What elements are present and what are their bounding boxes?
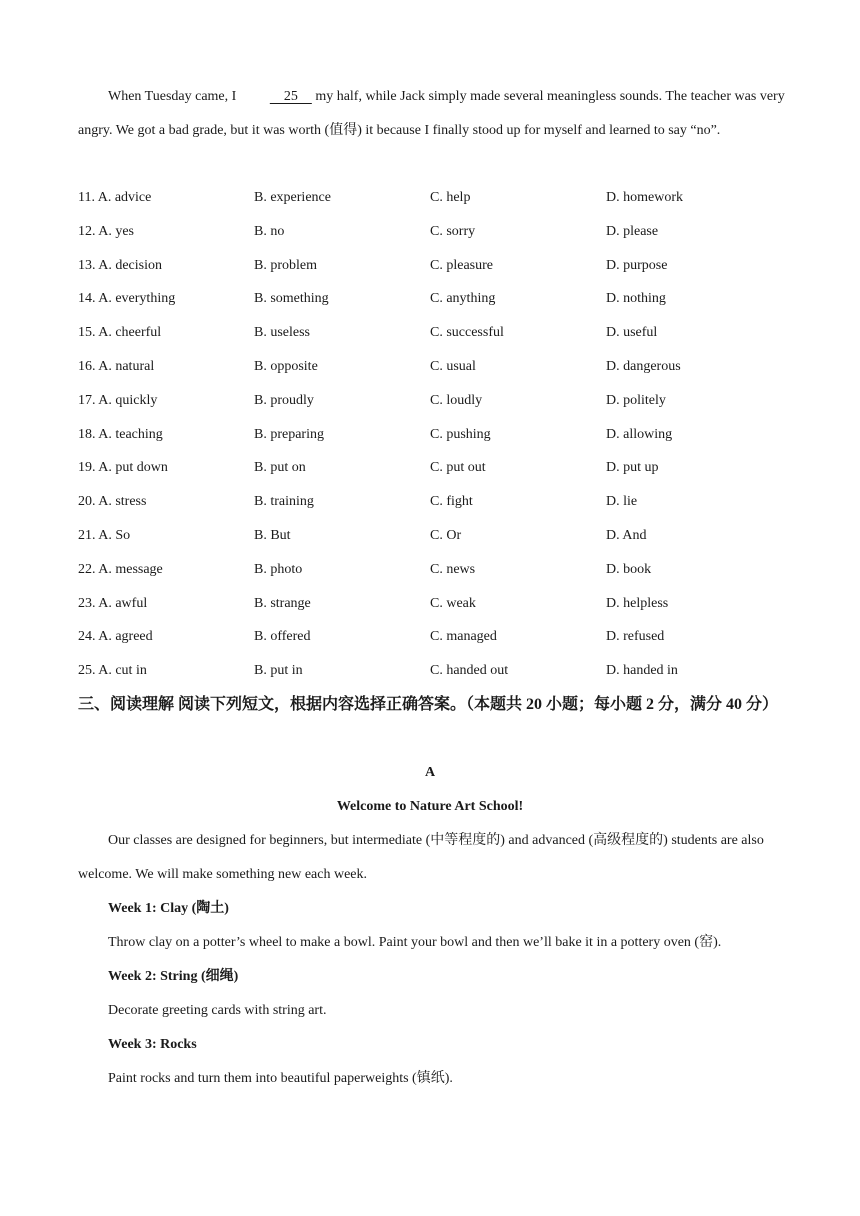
question-row xyxy=(78,519,790,553)
option-c: C. usual xyxy=(430,359,476,374)
question-row xyxy=(78,181,790,215)
option-d: D. please xyxy=(606,223,659,239)
week-1-title: Week 1: Clay (陶土) xyxy=(108,901,229,916)
option-d: D. book xyxy=(606,561,652,577)
option-c: C. fight xyxy=(430,494,473,510)
week-2-title: Week 2: String (细绳) xyxy=(108,969,239,984)
passage-letter: A xyxy=(424,765,436,780)
option-c: C. anything xyxy=(430,291,496,307)
option-c: C. news xyxy=(430,561,476,577)
option-b: B. put in xyxy=(254,663,303,679)
question-row xyxy=(78,249,790,283)
option-d: D. useful xyxy=(606,325,658,341)
cloze-passage-ending xyxy=(78,80,790,148)
option-b: B. photo xyxy=(254,561,303,577)
question-row xyxy=(78,316,790,350)
option-d: D. helpless xyxy=(606,595,669,611)
option-a: 23. A. awful xyxy=(78,595,148,611)
passage-title: Welcome to Nature Art School! xyxy=(336,799,524,814)
option-d: D. dangerous xyxy=(606,359,681,374)
option-c: C. help xyxy=(430,190,471,205)
option-a: 19. A. put down xyxy=(78,460,168,476)
week-3-text: Paint rocks and turn them into beautiful paperweights (镇纸). xyxy=(108,1071,453,1086)
option-c: C. loudly xyxy=(430,392,483,408)
option-c: C. sorry xyxy=(430,223,476,239)
option-c: C. managed xyxy=(430,629,497,645)
option-a: 14. A. everything xyxy=(78,291,176,307)
intro-after: my half, while Jack simply made several meaningless sounds. The teacher was very angry. We got a bad grade, but it was worth (值得) it because I finally stood up for myself and learned to say “no”. xyxy=(78,89,785,138)
option-d: D. politely xyxy=(606,392,666,408)
section-heading: 三、阅读理解 阅读下列短文，根据内容选择正确答案。（本题共 20 小题；每小题 2 分，满分 40 分） xyxy=(78,696,779,713)
option-a: 16. A. natural xyxy=(78,359,155,374)
option-d: D. put up xyxy=(606,460,659,476)
option-d: D. nothing xyxy=(606,291,666,307)
question-row xyxy=(78,384,790,418)
passage-intro: Our classes are designed for beginners, but intermediate (中等程度的) and advanced (高级程度的) students are also welcome. We will make something new each week. xyxy=(78,833,764,882)
option-c: C. Or xyxy=(430,528,462,543)
blank-25: 25 xyxy=(269,89,312,104)
option-a: 24. A. agreed xyxy=(78,629,153,645)
option-c: C. successful xyxy=(430,325,504,341)
option-b: B. proudly xyxy=(254,392,314,408)
option-d: D. allowing xyxy=(606,426,673,442)
question-row xyxy=(78,215,790,249)
option-a: 25. A. cut in xyxy=(78,663,147,679)
option-b: B. strange xyxy=(254,595,311,611)
option-b: B. experience xyxy=(254,190,331,205)
question-row xyxy=(78,485,790,519)
option-b: B. problem xyxy=(254,257,317,273)
question-row xyxy=(78,350,790,384)
option-d: D. And xyxy=(606,528,647,543)
option-c: C. pushing xyxy=(430,426,491,442)
option-a: 22. A. message xyxy=(78,561,163,577)
option-b: B. useless xyxy=(254,325,310,341)
option-a: 15. A. cheerful xyxy=(78,325,162,341)
option-b: B. opposite xyxy=(254,359,318,374)
option-a: 11. A. advice xyxy=(78,190,152,205)
week-2-text: Decorate greeting cards with string art. xyxy=(108,1003,327,1018)
option-a: 20. A. stress xyxy=(78,494,147,510)
option-c: C. put out xyxy=(430,460,486,476)
option-d: D. refused xyxy=(606,629,665,645)
week-1-text: Throw clay on a potter’s wheel to make a bowl. Paint your bowl and then we’ll bake it in a pottery oven (窑). xyxy=(108,935,722,950)
option-c: C. handed out xyxy=(430,663,509,679)
question-row xyxy=(78,620,790,654)
option-b: B. But xyxy=(254,528,291,543)
option-b: B. training xyxy=(254,494,314,510)
option-a: 18. A. teaching xyxy=(78,426,163,442)
option-d: D. lie xyxy=(606,494,638,510)
option-d: D. homework xyxy=(606,190,683,205)
week-3-title: Week 3: Rocks xyxy=(108,1037,197,1052)
intro-before: When Tuesday came, I xyxy=(108,89,240,104)
option-a: 17. A. quickly xyxy=(78,392,158,408)
question-row xyxy=(78,451,790,485)
question-row xyxy=(78,587,790,621)
option-b: B. no xyxy=(254,223,285,239)
option-b: B. put on xyxy=(254,460,306,476)
option-a: 12. A. yes xyxy=(78,223,134,239)
question-row xyxy=(78,654,790,688)
option-d: D. handed in xyxy=(606,663,678,679)
option-b: B. offered xyxy=(254,629,311,645)
option-b: B. preparing xyxy=(254,426,324,442)
question-row xyxy=(78,282,790,316)
option-b: B. something xyxy=(254,291,329,307)
option-d: D. purpose xyxy=(606,257,668,273)
option-c: C. pleasure xyxy=(430,257,493,273)
question-row xyxy=(78,553,790,587)
option-a: 13. A. decision xyxy=(78,257,162,273)
option-a: 21. A. So xyxy=(78,528,131,543)
option-c: C. weak xyxy=(430,595,476,611)
question-row xyxy=(78,418,790,452)
